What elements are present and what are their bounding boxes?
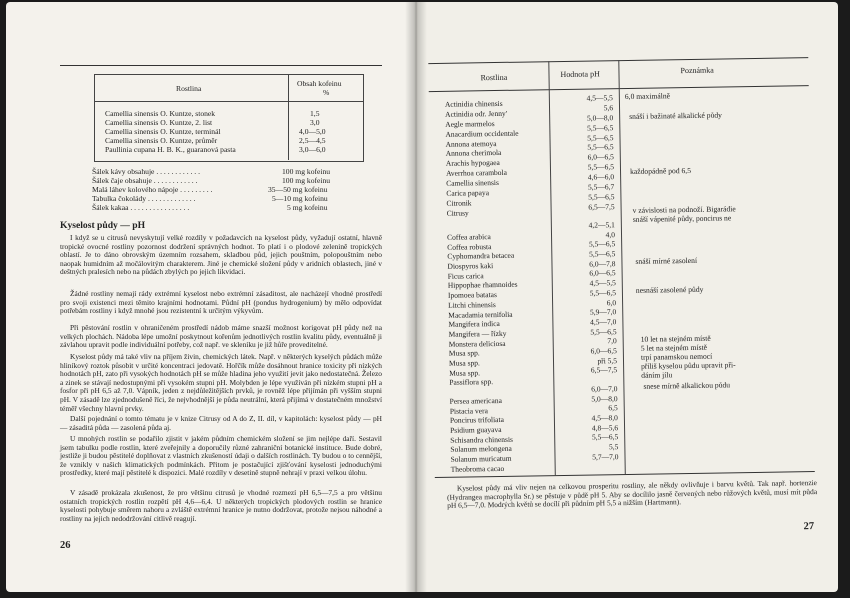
note: 10 let na stejném místě [640, 333, 711, 344]
list-item: 5,5—6,5 [589, 287, 616, 298]
table-cell: 1,5 [310, 109, 320, 118]
table-cell: 2,5—4,5 [299, 136, 326, 145]
list-item: 6,0—7,8 [589, 258, 616, 269]
list-item: Cyphomandra betacea [447, 251, 515, 262]
list-item: 6,0—6,5 [589, 268, 616, 279]
ph-list-group1 [563, 93, 615, 212]
page-number: 26 [60, 540, 71, 551]
list-item: 4,6—6,0 [587, 172, 615, 182]
list-item: Solanum muricatum [450, 453, 512, 464]
list-item: 5,5—6,7 [587, 182, 615, 192]
list-item: Mangifera — řízky [448, 328, 507, 339]
col-plant-header: Rostlina [480, 72, 508, 83]
list-item: Camellia sinensis [446, 178, 499, 188]
list-item: Diospyros kaki [447, 261, 494, 271]
list-item: při 5,5 [597, 355, 618, 366]
list-item: 5,0—8,0 [591, 393, 618, 404]
list-item: Coffea arabica [446, 232, 491, 242]
list-item: Macadamia ternifolia [448, 309, 513, 320]
table-header-rule [94, 101, 363, 102]
list-item: Pistacia vera [449, 405, 488, 416]
list-item: Anacardium occidentale [445, 128, 519, 139]
list-item: 5,5—6,5 [587, 132, 614, 143]
list-item: 5,6 [603, 103, 614, 113]
table-divider [548, 61, 556, 475]
list-item: 5,5—6,5 [591, 432, 619, 442]
list-item: Citronik [446, 198, 472, 208]
rotated-content [414, 2, 838, 592]
plant-list-group3 [450, 396, 514, 474]
list-item: 4,5—5,5 [589, 278, 616, 288]
list-item: 6,5—7,5 [590, 365, 618, 375]
list-item: Musa spp. [448, 348, 480, 359]
col-plant-header: Rostlina [176, 84, 202, 93]
note: v závislosti na podnoží. Bigarádie [632, 204, 736, 215]
list-item: 5,5—6,5 [587, 162, 615, 172]
list-item: 6,5—7,5 [588, 201, 615, 212]
paragraph: Při pěstování rostlin v ohraničeném prostředí nádob máme snazší možnost korigovat pH půdy než na velkých plochách. Nádoba lépe umožní poskytnout kořenům jednotlivých rostlin kvalitu půdy, eventuálně ji závlahou upravit podle individuální potřeby, což např. ve skleníku je již hůře proveditelné. [60, 323, 382, 350]
list-item: Mangifera indica [448, 319, 500, 329]
list-item: Actinidia odr. Jenny' [445, 108, 508, 119]
list-item: Arachis hypogaea [445, 158, 500, 169]
cups-value: 5 mg kofeinu [287, 203, 328, 212]
list-item: 4,0 [605, 229, 616, 239]
plant-list-group1 [445, 99, 520, 219]
top-rule [60, 65, 382, 66]
ph-list-group3 [567, 384, 618, 462]
paragraph: Žádné rostliny nemají rády extrémní kyselost nebo extrémní zásaditost, ale nacházejí vhodné prostředí pro svoji existenci mezi těmito krajními hodnotami. Půdní pH (pondus hydrogenium) by mělo odpovídat potřebám rostliny i když mnohé jsou rezistentní k určitým výkyvům. [60, 289, 382, 316]
list-item: 6,0—6,5 [587, 152, 614, 162]
list-item: Annona atemoya [445, 138, 497, 149]
cups-value: 100 mg kofeinu [282, 167, 331, 176]
cups-value: 100 mg kofeinu [282, 176, 331, 185]
cups-item: Malá láhev kolového nápoje . . . . . . . . . [92, 185, 213, 194]
list-item: 5,5—6,5 [587, 122, 614, 133]
list-item: Ficus carica [447, 270, 484, 281]
list-item: 4,8—5,6 [591, 422, 619, 433]
list-item: Schisandra chinensis [450, 434, 513, 445]
table-divider [288, 74, 289, 160]
list-item: Citrusy [446, 208, 469, 218]
list-item: Persea americana [449, 395, 502, 406]
table-divider [618, 60, 626, 474]
list-item: 5,7—7,0 [592, 451, 619, 462]
list-item: Ipomoea batatas [447, 290, 497, 300]
table-cell: Camellia sinensis O. Kuntze, stonek [105, 109, 216, 118]
cups-item: Šálek kakaa . . . . . . . . . . . . . . . . [92, 203, 190, 212]
list-item: Musa spp. [449, 367, 481, 378]
right-page [414, 2, 838, 592]
paragraph: I když se u citrusů nevyskytují velké rozdíly v požadavcích na kyselost půdy, vyžadují ostatní, hlavně tropické ovocné rostliny pozornost dodržení správných hodnot. To platí i o plodové zelenině tropických oblastí. Je to dáno obrovským územním rozsahem, skladbou půd, jejich pouštním, polopouštním nebo naopak humidním až močálovitým charakterem. Jiné je chemické složení půdy v aridních oblastech, jiné v deštných pralesích nebo na půdách zbylých po jejich likvidaci. [60, 233, 382, 277]
left-page [6, 2, 414, 592]
list-item: Solanum melongena [450, 444, 512, 455]
table-cell: 3,0 [310, 118, 320, 127]
list-item: Hippophae rhamnoides [447, 280, 518, 291]
list-item: Carica papaya [446, 188, 490, 198]
ph-list-group2 [565, 220, 617, 376]
list-item: 6,5 [608, 403, 618, 413]
paragraph: U mnohých rostlin se podařilo zjistit v jakém půdním chemickém složení se jim nejlépe daří. Sestavil jsem tabulku podle rostlin, které zveřejnily a doporučily různé zahraniční botanické instituce. Bude dobré, jestliže ji budou pěstitelé doplňovat z vlastních zkušeností údaji o dalších rostlinách. Ty budou o to cennější, že vznikly v našich klimatických podmínkách. Přitom je postačující zjišťování kyselosti jednoduchými prostředky, které mají pěstitelé k dispozici. Malé rozdíly v desetině stupně nehrají v praxi velkou úlohu. [60, 434, 382, 478]
list-item: 5,5—6,5 [590, 326, 617, 337]
paragraph: Kyselost půdy má vliv nejen na celkovou prosperitu rostliny, ale někdy ovlivňuje i barvu květů. Tak např. hortenzie (Hydrangea macrophylla Sr.) se pěstuje v půdě pH 5. Aby se docílilo jasně červených nebo růžových květů, musí mít půda pH 6,5—7,0. Modrých květů se docílí při půdním pH 5,5 a nižším (Hartmann). [447, 478, 818, 511]
list-item: 4,2—5,1 [588, 220, 615, 230]
list-item: 4,5—5,5 [586, 93, 613, 103]
list-item: 5,5—6,5 [588, 192, 615, 202]
note: příliš kyselou půdu upravit při- [641, 360, 736, 371]
list-item: Musa spp. [448, 358, 480, 368]
list-item: Monstera deliciosa [448, 338, 506, 349]
list-item: 5,9—7,0 [589, 307, 617, 317]
table-cell: 3,0—6,0 [299, 145, 326, 154]
list-item: 5,5—6,5 [589, 249, 616, 259]
table-cell: Camellia sinensis O. Kuntze, 2. list [105, 118, 213, 127]
cups-item: Tabulka čokolády . . . . . . . . . . . . . [92, 194, 196, 203]
cups-value: 35—50 mg kofeinu [268, 185, 328, 194]
list-item: 5,5—6,5 [588, 239, 616, 249]
list-item: 4,5—8,0 [591, 413, 618, 423]
paragraph: Další pojednání o tomto tématu je v knize Citrusy od A do Z, II. díl, v kapitolách: kyselost půdy — pH — zásaditá půda — zasolená půda aj. [60, 414, 382, 432]
page-number: 27 [803, 521, 815, 533]
list-item: 4,5—7,0 [590, 317, 617, 327]
list-item: Poncirus trifoliata [449, 415, 504, 426]
col-caffeine-header: Obsah kofeinu [297, 79, 342, 88]
col-note-header: Poznámka [680, 65, 714, 76]
list-item: Annona cherimola [445, 148, 502, 159]
list-item: Litchi chinensis [448, 299, 496, 310]
list-item: 6,0—6,5 [590, 346, 617, 356]
note: dáním jílu [641, 370, 673, 380]
list-item: Passiflora spp. [449, 377, 494, 388]
list-item: Theobroma cacao [450, 463, 505, 474]
col-ph-header: Hodnota pH [560, 69, 600, 80]
plant-list-group2 [447, 232, 519, 388]
note: snáší vápenité půdy, poncirus ne [632, 213, 732, 224]
note: snáší i bažinaté alkalické půdy [629, 110, 723, 121]
list-item: 5,5 [608, 442, 619, 452]
note: nesnáší zasolené půdy [635, 284, 704, 295]
note: trpí panamskou nemocí [640, 351, 713, 362]
cups-item: Šálek kávy obsahuje . . . . . . . . . . . . [92, 167, 200, 176]
list-item: 6,0—7,0 [591, 384, 618, 394]
list-item: Actinidia chinensis [444, 98, 503, 109]
table-cell: Camellia sinensis O. Kuntze, průměr [105, 136, 218, 145]
note: snáší mírné zasolení [635, 255, 698, 266]
list-item: 5,5—6,5 [587, 142, 614, 153]
table-cell: Camellia sinensis O. Kuntze, terminál [105, 127, 221, 136]
note: 5 let na stejném místě [640, 342, 708, 353]
table-cell: Paullinia cupana H. B. K., guaranová pasta [105, 145, 236, 154]
col-caffeine-unit: % [323, 88, 330, 97]
list-item: Aegle marmelos [445, 118, 495, 129]
paragraph: V zásadě prokázala zkušenost, že pro většinu citrusů je vhodné rozmezí pH 6,5—7,5 a pro většinu ostatních tropických rostlin rozpětí pH 4,6—6,4. U některých tropických plodových rostlin se hranice kyselosti pohybuje směrem nahoru a zvláště extrémní hranice je nutno dodržovat, protože nejsou náhodné a rostliny na jejich nedodržování citlivě reagují. [60, 488, 382, 523]
cups-value: 5—10 mg kofeinu [272, 194, 328, 203]
note: každopádně pod 6,5 [629, 165, 692, 176]
list-item: 7,0 [607, 336, 617, 346]
note: snese mírně alkalickou půdu [643, 380, 731, 391]
list-item: 5,0—8,0 [586, 112, 614, 123]
section-heading: Kyselost půdy — pH [60, 220, 146, 231]
list-item: Coffea robusta [447, 241, 492, 252]
list-item: Averrhoa carambola [445, 168, 507, 179]
cups-item: Šálek čaje obsahuje . . . . . . . . . . . . [92, 176, 198, 185]
list-item: 6,0 [606, 297, 617, 307]
table-cell: 4,0—5,0 [299, 127, 326, 136]
paragraph: Kyselost půdy má také vliv na příjem živin, chemických látek. Např. v některých kyselých půdách může hliníkový roztok působit v určité koncentraci jedovatě. Hořčík může dosáhnout hranice toxicity při nízkých hodnotách pH, zato při vysokých hodnotách pH se může hladina jeho využití jevit jako nedostatečná. Železo a zinek se stávají nedostupnými při vysokém stupni pH. Molybden je lépe využíván při nízkém stupni pH a fosfor při pH 6,5 až 7,0. Vápník, jeden z nejdůležitějších prvků, je rovněž lépe přijímán při vyšším stupni pH. V zásadě lze zjednodušeně říci, že nejvhodnější je půda neutrální, která přijímá v dostatečném množství téměř všechny hlavní prvky. [60, 352, 382, 413]
note: 6,0 maximálně [624, 91, 671, 101]
list-item: Psidium guayava [450, 425, 502, 435]
